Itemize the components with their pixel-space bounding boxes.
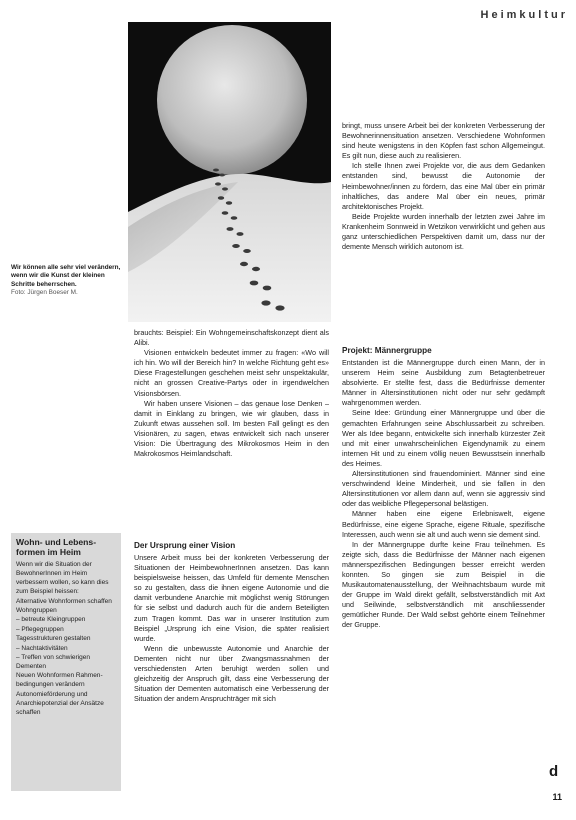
paragraph: Altersinstitutionen sind frauendominiert. Männer sind eine verschwindend kleine Minderheit, und sie fallen in den Altersinstitutionen vor allem dann auf, wenn sie aggressiv sind oder das weibliche Pflegepersonal belästigen.	[342, 469, 545, 509]
sidebar-list-item: Tagesstrukturen gestalten	[16, 635, 91, 643]
paragraph: Wenn die unbewusste Autonomie und Anarchie der Dementen nicht nur über Zwangsmassnahmen der verschiedensten Arten beruhigt werden sollen und gleichzeitig der Anspruch gilt, dass eine Verbesserung der Situation der Dementen automatisch eine Verbesserung der Situation der andern Anspruchträger mit sich	[134, 643, 329, 704]
article-column-right-bottom	[342, 340, 545, 631]
sidebar-list-item: – betreute Kleingruppen	[16, 616, 86, 624]
paragraph: Seine Idee: Gründung einer Männergruppe und über die gemachten Erfahrungen seine Abschlussarbeit zu schreiben. Wer als Idee begann, entwickelte sich innerhalb kürzester Zeit und mit einer unwahrscheinlichen Eigendynamik zu einem internen Hit und zu einem völlig neuen Bewusstsein innerhalb des Heimes.	[342, 408, 545, 468]
sidebar-list-item: Autonomieförderung und Anarchiepotenzial der Ansätze schaffen	[16, 690, 104, 716]
page-number: 11	[552, 792, 562, 802]
sidebar-list-item: Alternative Wohnformen schaffen	[16, 597, 112, 605]
article-column-right-top	[342, 121, 545, 252]
article-column-middle-top	[134, 328, 329, 459]
paragraph: Entstanden ist die Männergruppe durch einen Mann, der in unserem Heim seine Ausbildung zum Betagtenbetreuer absolvierte. Er stellte fest, dass die Bedürfnisse dementer Männer in Altersinstitutionen nicht oder nur sehr gedämpft wahrgenommen werden.	[342, 358, 545, 408]
photo-credit: Foto: Jürgen Boeser M.	[11, 289, 78, 297]
photo-caption	[11, 264, 123, 298]
paragraph: Männer haben eine eigene Erlebniswelt, eigene Bedürfnisse, eine eigene Sprache, eigene Rituale, spezifische Interessen, auch wenn sie alt und auch wenn sie dement sind.	[342, 509, 545, 539]
sidebar-list-item: – Pflegegruppen	[16, 625, 64, 633]
paragraph: bringt, muss unsere Arbeit bei der konkreten Verbesserung der Bewohnerinnensituation ansetzen. Verschiedene Wohnformen sind heute wenigstens in den Köpfen fast schon Allgemeingut. Es gilt nun, diese auch zu realisieren.	[342, 121, 545, 161]
moon-dunes-illustration	[128, 22, 331, 322]
sidebar-list-item: Neuen Wohnformen Rahmenbedingungen verändern	[16, 672, 103, 689]
caption-text: Wir können alle sehr viel verändern, wenn wir die Kunst der kleinen Schritte beherrschen.	[11, 264, 121, 288]
paragraph: brauchts: Beispiel: Ein Wohngemeinschaftskonzept dient als Alibi.	[134, 328, 329, 348]
info-sidebar	[11, 533, 121, 791]
paragraph: Visionen entwickeln bedeutet immer zu fragen: «Wo will ich hin. Wo will der Bereich hin? In welche Richtung geht es» Diese Fragestellungen geschehen meist sehr unspektakulär, nicht an grossen Creative-Partys oder in irgendwelchen Visionsbörsen.	[134, 348, 329, 398]
subheading-ursprung: Der Ursprung einer Vision	[134, 541, 236, 550]
paragraph: Unsere Arbeit muss bei der konkreten Verbesserung der Situationen der HeimbewohnerInnen ansetzen. Das kann beispielsweise heissen, das Umfeld für demente Menschen so zu gestalten, dass die ihnen eigene Autonomie und die damit verbundene Anarchie mit möglichst wenig Störungen für sie selbst und dadurch auch für die andern Beteiligten zum Tragen kommt. Das war in unserer Institution zum Beispiel „Ursprung ich eine Vision, die später realisiert wurde.	[134, 553, 329, 643]
paragraph: In der Männergruppe durfte keine Frau teilnehmen. Es zeigte sich, dass die Bedürfnisse der Männer nach eigenen männerspezifischen Bedingungen besser erreicht werden konnten. So gingen sie zum Beispiel in die Musikautomatenausstellung, der Weihnachtsbaum wurde mit der Gruppe im Wald direkt gefällt, selbstverständlich mit Axt und Seilwinde, selbstverständlich mit anschliessender gemütlicher Runde. Der Wald selbst gehörte einem Teilnehmer der Gruppe.	[342, 539, 545, 630]
paragraph: Beide Projekte wurden innerhalb der letzten zwei Jahre im Krankenheim Sonnweid in Wetzikon verwirklicht und gehen aus ganz unterschiedlichen Perspektiven damit um, dass nur der demente Mensch wirklich autonom ist.	[342, 211, 545, 252]
moon-dunes-photo	[128, 22, 331, 322]
moon	[157, 25, 307, 175]
sidebar-intro: Wenn wir die Situation der BewohnerInnen im Heim verbessern wollen, so kann dies zum Beispiel heissen:	[16, 561, 109, 595]
paragraph: Ich stelle Ihnen zwei Projekte vor, die aus dem Gedanken entstanden sind, bewusst die Autonomie der Heimbewohner/innen zu fördern, das eine Mal über ein primär inhaltliches, das andere Mal über ein neues, primär architektonisches Projekt.	[342, 161, 545, 211]
section-header: Heimkultur	[480, 9, 568, 21]
sidebar-list-item: Wohngruppen	[16, 607, 57, 615]
sidebar-list-item: – Treffen von schwierigen Dementen	[16, 654, 90, 670]
article-column-middle-bottom	[134, 535, 329, 704]
subheading-maennergruppe: Projekt: Männergruppe	[342, 346, 432, 355]
sidebar-title: Wohn- und Lebensformen im Heim	[16, 537, 97, 557]
paragraph: Wir haben unsere Visionen – das genaue lose Denken – damit in Einklang zu bringen, wie wir glauben, dass in Zukunft etwas aussehen soll. Im besten Fall gelingt es den Visionären, zu sagen, etwas entwickelt sich nach unserer Vision: Die Übertragung des Mikrokosmos Heim in den Makrokosmos Heimlandschaft.	[134, 398, 329, 459]
corner-logo-glyph: d	[549, 763, 559, 780]
sidebar-list-item: – Nachtaktivitäten	[16, 644, 68, 652]
